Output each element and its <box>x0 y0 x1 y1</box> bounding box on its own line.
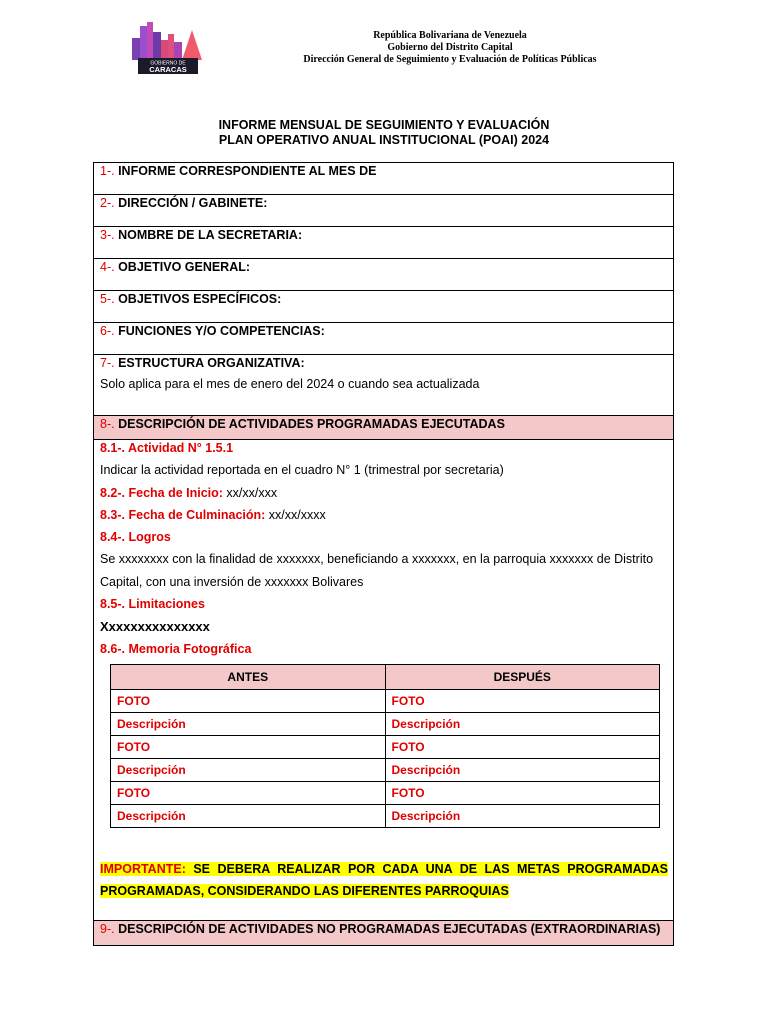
section-1-label: INFORME CORRESPONDIENTE AL MES DE <box>118 164 377 178</box>
logo-text-top: GOBIERNO DE <box>150 60 186 67</box>
header-line-1: República Bolivariana de Venezuela <box>373 30 527 41</box>
section-1-number: 1-. <box>100 164 115 178</box>
header-line-3: Dirección General de Seguimiento y Evaluación de Políticas Públicas <box>303 54 597 65</box>
table-row <box>111 713 660 736</box>
section-7-label: ESTRUCTURA ORGANIZATIVA: <box>118 356 305 370</box>
section-6-number: 6-. <box>100 324 115 338</box>
header-line-2: Gobierno del Distrito Capital <box>387 42 513 53</box>
description-cell-after[interactable]: Descripción <box>385 759 660 782</box>
important-text: SE DEBERA REALIZAR POR CADA UNA DE LAS METAS PROGRAMADAS PROGRAMADAS, CONSIDERANDO LAS DIFERENTES PARROQUIAS <box>100 862 668 898</box>
achievements-line-1: Se xxxxxxxx con la finalidad de xxxxxxx, beneficiando a xxxxxxx, en la parroquia xxxxxxx de Distrito <box>100 552 654 566</box>
photo-cell-after[interactable]: FOTO <box>385 782 660 805</box>
description-cell-before[interactable]: Descripción <box>111 805 386 828</box>
section-3-row[interactable] <box>94 227 673 259</box>
column-header-after: DESPUÉS <box>385 665 660 690</box>
photo-cell-before[interactable]: FOTO <box>111 782 386 805</box>
title-line-1: INFORME MENSUAL DE SEGUIMIENTO Y EVALUACIÓN <box>218 118 550 132</box>
achievements-label: 8.4-. Logros <box>100 530 171 544</box>
section-3-number: 3-. <box>100 228 115 242</box>
section-2-row[interactable] <box>94 195 673 227</box>
section-5-number: 5-. <box>100 292 115 306</box>
logo-text-bottom: CARACAS <box>149 65 187 74</box>
document-header <box>280 30 620 66</box>
activity-title: 8.1-. Actividad N° 1.5.1 <box>100 441 234 455</box>
photo-cell-before[interactable]: FOTO <box>111 690 386 713</box>
document-title <box>0 118 768 148</box>
achievements-line-2: Capital, con una inversión de xxxxxxx Bolivares <box>100 575 364 589</box>
activity-description: Indicar la actividad reportada en el cuadro N° 1 (trimestral por secretaria) <box>100 463 504 477</box>
section-9-number: 9-. <box>100 922 115 936</box>
photo-cell-after[interactable]: FOTO <box>385 690 660 713</box>
photo-memory-label: 8.6-. Memoria Fotográfica <box>100 642 252 656</box>
section-2-number: 2-. <box>100 196 115 210</box>
section-8-number: 8-. <box>100 417 115 431</box>
end-date-value: xx/xx/xxxx <box>265 508 326 522</box>
report-form <box>93 162 674 946</box>
photo-cell-before[interactable]: FOTO <box>111 736 386 759</box>
section-7-note: Solo aplica para el mes de enero del 2024 o cuando sea actualizada <box>100 377 480 391</box>
photo-table <box>110 664 660 828</box>
section-6-row[interactable] <box>94 323 673 355</box>
table-row <box>111 690 660 713</box>
section-8-label: DESCRIPCIÓN DE ACTIVIDADES PROGRAMADAS EJECUTADAS <box>118 417 505 431</box>
start-date-label: 8.2-. Fecha de Inicio: <box>100 486 223 500</box>
section-3-label: NOMBRE DE LA SECRETARIA: <box>118 228 303 242</box>
limitations-label: 8.5-. Limitaciones <box>100 597 205 611</box>
section-4-number: 4-. <box>100 260 115 274</box>
table-row <box>111 782 660 805</box>
section-6-label: FUNCIONES Y/O COMPETENCIAS: <box>118 324 325 338</box>
description-cell-before[interactable]: Descripción <box>111 713 386 736</box>
table-row <box>111 759 660 782</box>
description-cell-after[interactable]: Descripción <box>385 805 660 828</box>
section-5-label: OBJETIVOS ESPECÍFICOS: <box>118 292 282 306</box>
description-cell-before[interactable]: Descripción <box>111 759 386 782</box>
section-2-label: DIRECCIÓN / GABINETE: <box>118 196 268 210</box>
table-row <box>111 736 660 759</box>
end-date-label: 8.3-. Fecha de Culminación: <box>100 508 266 522</box>
section-5-row[interactable] <box>94 291 673 323</box>
table-row <box>111 805 660 828</box>
section-8-body[interactable] <box>94 440 673 921</box>
limitations-value: Xxxxxxxxxxxxxxx <box>100 619 210 634</box>
title-line-2: PLAN OPERATIVO ANUAL INSTITUCIONAL (POAI) 2024 <box>218 133 550 147</box>
important-label: IMPORTANTE: <box>100 862 186 876</box>
section-4-row[interactable] <box>94 259 673 291</box>
description-cell-after[interactable]: Descripción <box>385 713 660 736</box>
column-header-before: ANTES <box>111 665 386 690</box>
section-7-number: 7-. <box>100 356 115 370</box>
caracas-logo <box>128 20 208 76</box>
section-4-label: OBJETIVO GENERAL: <box>118 260 251 274</box>
photo-table-header-row <box>111 665 660 690</box>
section-1-row[interactable] <box>94 163 673 195</box>
section-8-header <box>94 416 673 440</box>
start-date-value: xx/xx/xxx <box>222 486 278 500</box>
start-date-line <box>100 486 277 500</box>
photo-cell-after[interactable]: FOTO <box>385 736 660 759</box>
section-7-row[interactable] <box>94 355 673 416</box>
section-9-label: DESCRIPCIÓN DE ACTIVIDADES NO PROGRAMADAS EJECUTADAS (EXTRAORDINARIAS) <box>118 922 661 936</box>
important-note <box>100 858 668 902</box>
section-9-header <box>94 921 673 945</box>
end-date-line <box>100 508 326 522</box>
